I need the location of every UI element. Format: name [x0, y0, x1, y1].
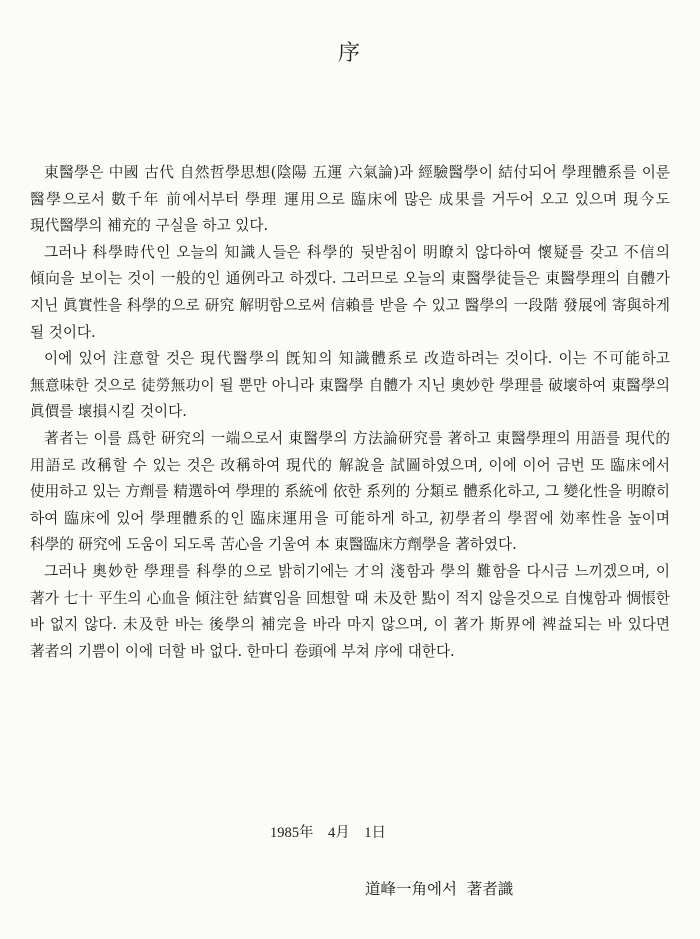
paragraph: 이에 있어 注意할 것은 現代醫學의 旣知의 知識體系로 改造하려는 것이다. 이는 不可能하고 無意味한 것으로 徒勞無功이 될 뿐만 아니라 東醫學 自體가 지닌 奧妙한 學理를 破壞하여 東醫學의 眞價를 壞損시킬 것이다.	[30, 350, 670, 421]
paragraph: 그러나 奧妙한 學理를 科學的으로 밝히기에는 才의 淺함과 學의 難함을 다시금 느끼겠으며, 이 著가 七十 平生의 心血을 傾注한 結實임을 回想할 때 未及한 點이 적지 않을것으로 自愧함과 惆悵한 바 없지 않다. 未及한 바는 後學의 補完을 바라 마지 않으며, 이 著가 斯界에 裨益되는 바 있다면 著者의 기쁨이 이에 더할 바 없다. 한마디 卷頭에 부쳐 序에 대한다.	[30, 562, 670, 660]
signature-line: 道峰一角에서 著者識	[365, 880, 514, 898]
date-line: 1985年 4月 1日	[270, 825, 386, 841]
preface-body	[30, 160, 670, 665]
page-title: 序	[337, 41, 362, 66]
paragraph: 著者는 이를 爲한 研究의 一端으로서 東醫學의 方法論研究를 著하고 東醫學理의 用語를 現代的 用語로 改稱할 수 있는 것은 改稱하여 現代的 解說을 試圖하였으며, 이에 이어 금번 또 臨床에서 使用하고 있는 方劑를 精選하여 學理的 系統에 依한 系列的 分類로 體系化하고, 그 變化性을 明瞭히 하여 臨床에 있어 學理體系的인 臨床運用을 可能하게 하고, 初學者의 學習에 効率性을 높이며 科學的 研究에 도움이 되도록 苦心을 기울여 本 東醫臨床方劑學을 著하였다.	[30, 429, 670, 554]
paragraph: 그러나 科學時代인 오늘의 知識人들은 科學的 뒷받침이 明瞭치 않다하여 懷疑를 갖고 不信의 傾向을 보이는 것이 一般的인 通例라고 하겠다. 그러므로 오늘의 東醫學徒들은 東醫學理의 自體가 지닌 眞實性을 科學的으로 研究 解明함으로써 信賴를 받을 수 있고 醫學의 一段階 發展에 寄與하게 될 것이다.	[30, 243, 670, 341]
paragraph: 東醫學은 中國 古代 自然哲學思想(陰陽 五運 六氣論)과 經驗醫學이 結付되어 學理體系를 이룬 醫學으로서 數千年 前에서부터 學理 運用으로 臨床에 많은 成果를 거두어 오고 있으며 現今도 現代醫學의 補充的 구실을 하고 있다.	[30, 164, 670, 235]
